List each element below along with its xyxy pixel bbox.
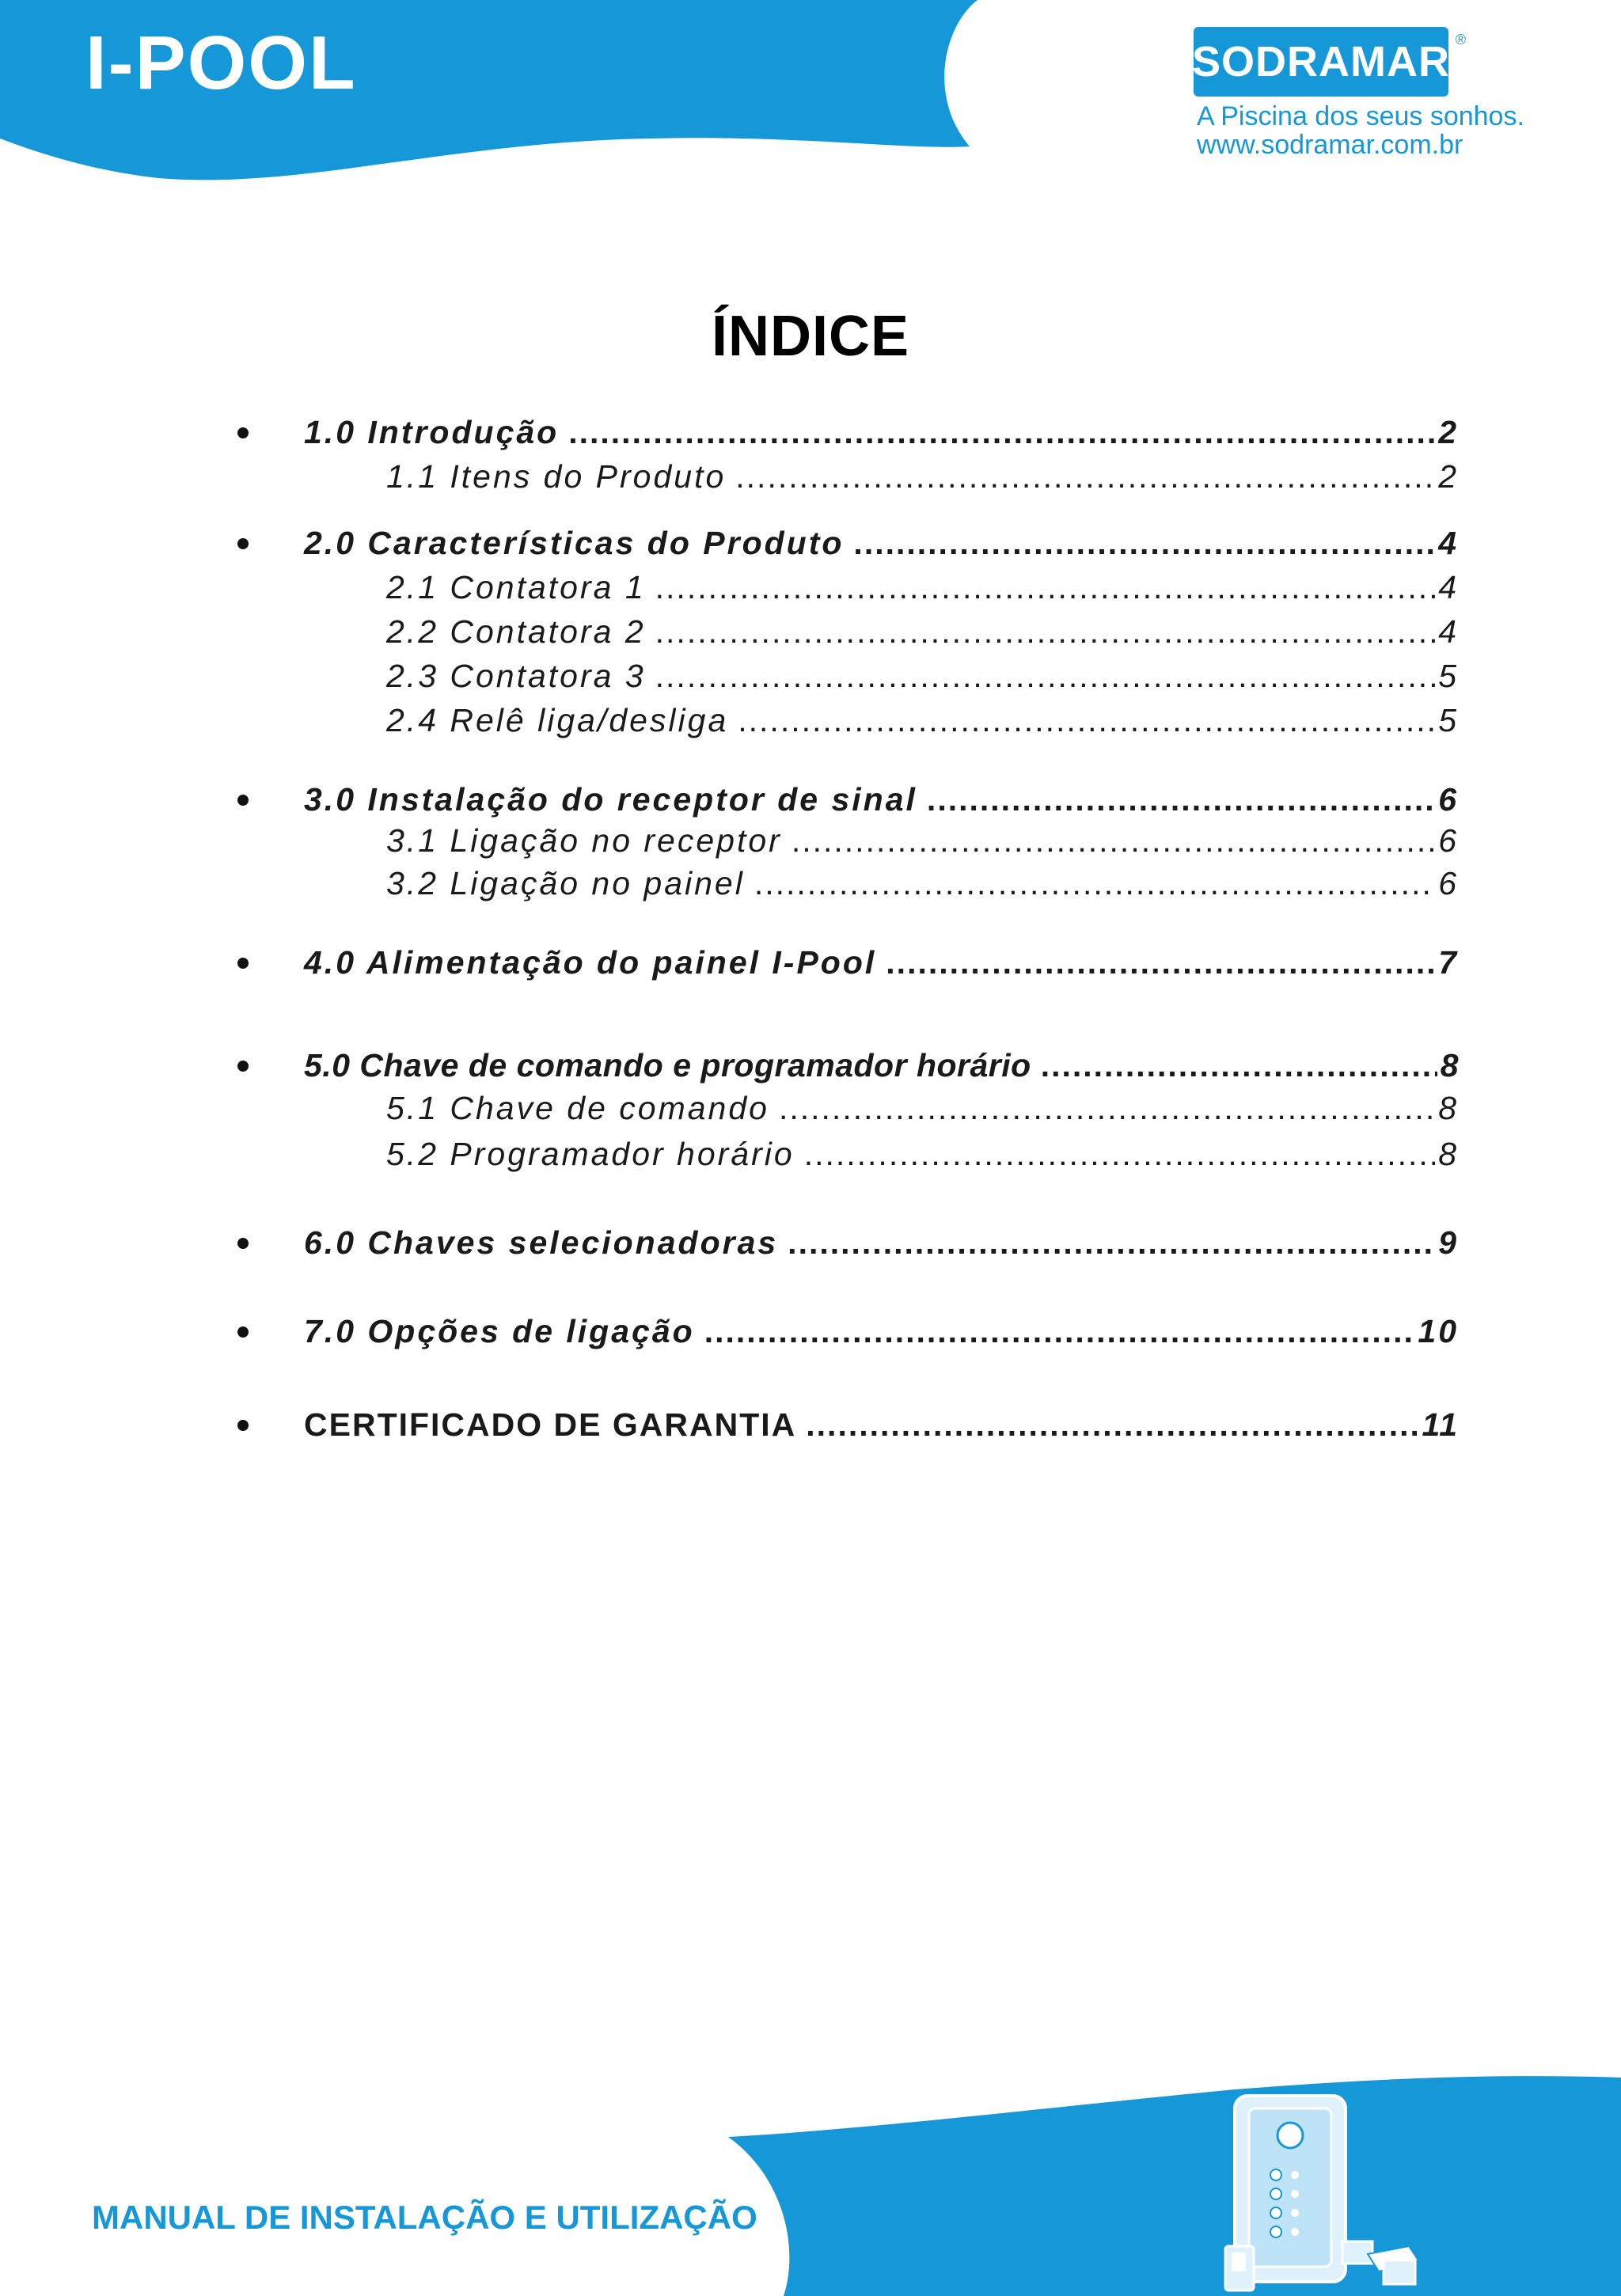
toc-subentry xyxy=(0,1133,1621,1175)
toc-entry-page: 4 xyxy=(1438,525,1459,561)
toc-entry-label: 3.0 Instalação do receptor de sinal xyxy=(304,781,917,818)
toc-subentry xyxy=(0,456,1621,497)
toc-leader-dots xyxy=(886,942,1435,983)
company-website: www.sodramar.com.br xyxy=(1197,130,1463,160)
toc-entry-label: 2.0 Características do Produto xyxy=(304,525,845,561)
control-panel-illustration xyxy=(1203,2088,1441,2294)
bullet-icon xyxy=(237,795,249,806)
toc-entry-page: 11 xyxy=(1422,1406,1459,1443)
bullet-icon xyxy=(237,1326,249,1338)
toc-leader-dots xyxy=(804,1133,1436,1175)
toc-entry-label: 5.2 Programador horário xyxy=(386,1136,795,1172)
registered-mark-icon: ® xyxy=(1455,32,1466,47)
toc-entry-page: 2 xyxy=(1438,414,1459,450)
toc-leader-dots xyxy=(806,1404,1418,1445)
toc-entry-page: 8 xyxy=(1438,1136,1459,1172)
toc-entry-label: 2.1 Contatora 1 xyxy=(386,569,646,605)
toc-entry-page: 5 xyxy=(1438,658,1459,694)
company-logo xyxy=(1192,27,1466,97)
toc-entry-label: 1.0 Introdução xyxy=(304,414,560,450)
toc-subentry xyxy=(0,567,1621,608)
toc-entry-page: 9 xyxy=(1438,1224,1459,1261)
toc-leader-dots xyxy=(704,1311,1415,1352)
toc-leader-dots xyxy=(655,611,1436,652)
toc-entry-label: 2.3 Contatora 3 xyxy=(386,658,646,694)
toc-leader-dots xyxy=(568,412,1435,453)
toc-subentry xyxy=(0,1087,1621,1129)
bullet-icon xyxy=(237,958,249,969)
toc-entry xyxy=(0,1404,1621,1445)
toc-subentry xyxy=(0,820,1621,861)
company-logo-text: SODRAMAR xyxy=(1192,38,1450,85)
toc-entry-label: 2.2 Contatora 2 xyxy=(386,613,646,650)
toc-entry-page: 4 xyxy=(1438,613,1459,650)
toc-entry-label: 7.0 Opções de ligação xyxy=(304,1313,695,1349)
toc-entry-page: 10 xyxy=(1418,1313,1459,1349)
toc-entry-label: 5.0 Chave de comando e programador horário xyxy=(304,1047,1031,1083)
toc-leader-dots xyxy=(1041,1045,1437,1086)
toc-leader-dots xyxy=(738,700,1435,741)
toc-entry xyxy=(0,522,1621,564)
toc-entry-label: 1.1 Itens do Produto xyxy=(386,458,727,495)
bullet-icon xyxy=(237,538,249,549)
toc-entry xyxy=(0,1045,1621,1086)
brand-logo-text: I-POOL xyxy=(85,21,357,105)
toc-leader-dots xyxy=(927,779,1435,820)
toc-leader-dots xyxy=(655,567,1436,608)
bullet-icon xyxy=(237,1420,249,1431)
toc-entry-label: 3.2 Ligação no painel xyxy=(386,865,745,901)
toc-entry-page: 6 xyxy=(1438,865,1459,901)
toc-entry-label: 3.1 Ligação no receptor xyxy=(386,822,782,859)
toc-entry xyxy=(0,412,1621,453)
toc-entry-label: 2.4 Relê liga/desliga xyxy=(386,702,729,738)
toc-subentry xyxy=(0,655,1621,696)
toc-entry-page: 5 xyxy=(1438,702,1459,738)
toc-entry-label: CERTIFICADO DE GARANTIA xyxy=(304,1406,797,1443)
bullet-icon xyxy=(237,1238,249,1249)
toc-entry-label: 6.0 Chaves selecionadoras xyxy=(304,1224,779,1261)
toc-entry-label: 4.0 Alimentação do painel I-Pool xyxy=(304,944,877,981)
toc-entry-page: 8 xyxy=(1438,1090,1459,1126)
bullet-icon xyxy=(237,427,249,438)
toc-subentry xyxy=(0,700,1621,741)
footer-manual-title: MANUAL DE INSTALAÇÃO E UTILIZAÇÃO xyxy=(92,2199,757,2236)
toc-entry-page: 4 xyxy=(1438,569,1459,605)
toc-entry xyxy=(0,779,1621,820)
toc-entry-page: 6 xyxy=(1438,781,1459,818)
toc-leader-dots xyxy=(853,522,1435,564)
toc-entry xyxy=(0,942,1621,983)
toc-entry-page: 2 xyxy=(1438,458,1459,495)
toc-leader-dots xyxy=(792,820,1435,861)
toc-entry-label: 5.1 Chave de comando xyxy=(386,1090,769,1126)
company-slogan: A Piscina dos seus sonhos. xyxy=(1197,101,1524,131)
toc-leader-dots xyxy=(754,863,1435,904)
toc-entry-page: 8 xyxy=(1440,1047,1459,1083)
bullet-icon xyxy=(237,1061,249,1072)
toc-leader-dots xyxy=(788,1222,1435,1263)
toc-entry-page: 7 xyxy=(1438,944,1459,981)
toc-subentry xyxy=(0,863,1621,904)
toc-subentry xyxy=(0,611,1621,652)
toc-entry-page: 6 xyxy=(1438,822,1459,859)
toc-entry xyxy=(0,1311,1621,1352)
toc-entry xyxy=(0,1222,1621,1263)
toc-leader-dots xyxy=(779,1087,1435,1129)
page-title: ÍNDICE xyxy=(711,305,910,368)
toc-leader-dots xyxy=(735,456,1435,497)
toc-leader-dots xyxy=(655,655,1436,696)
